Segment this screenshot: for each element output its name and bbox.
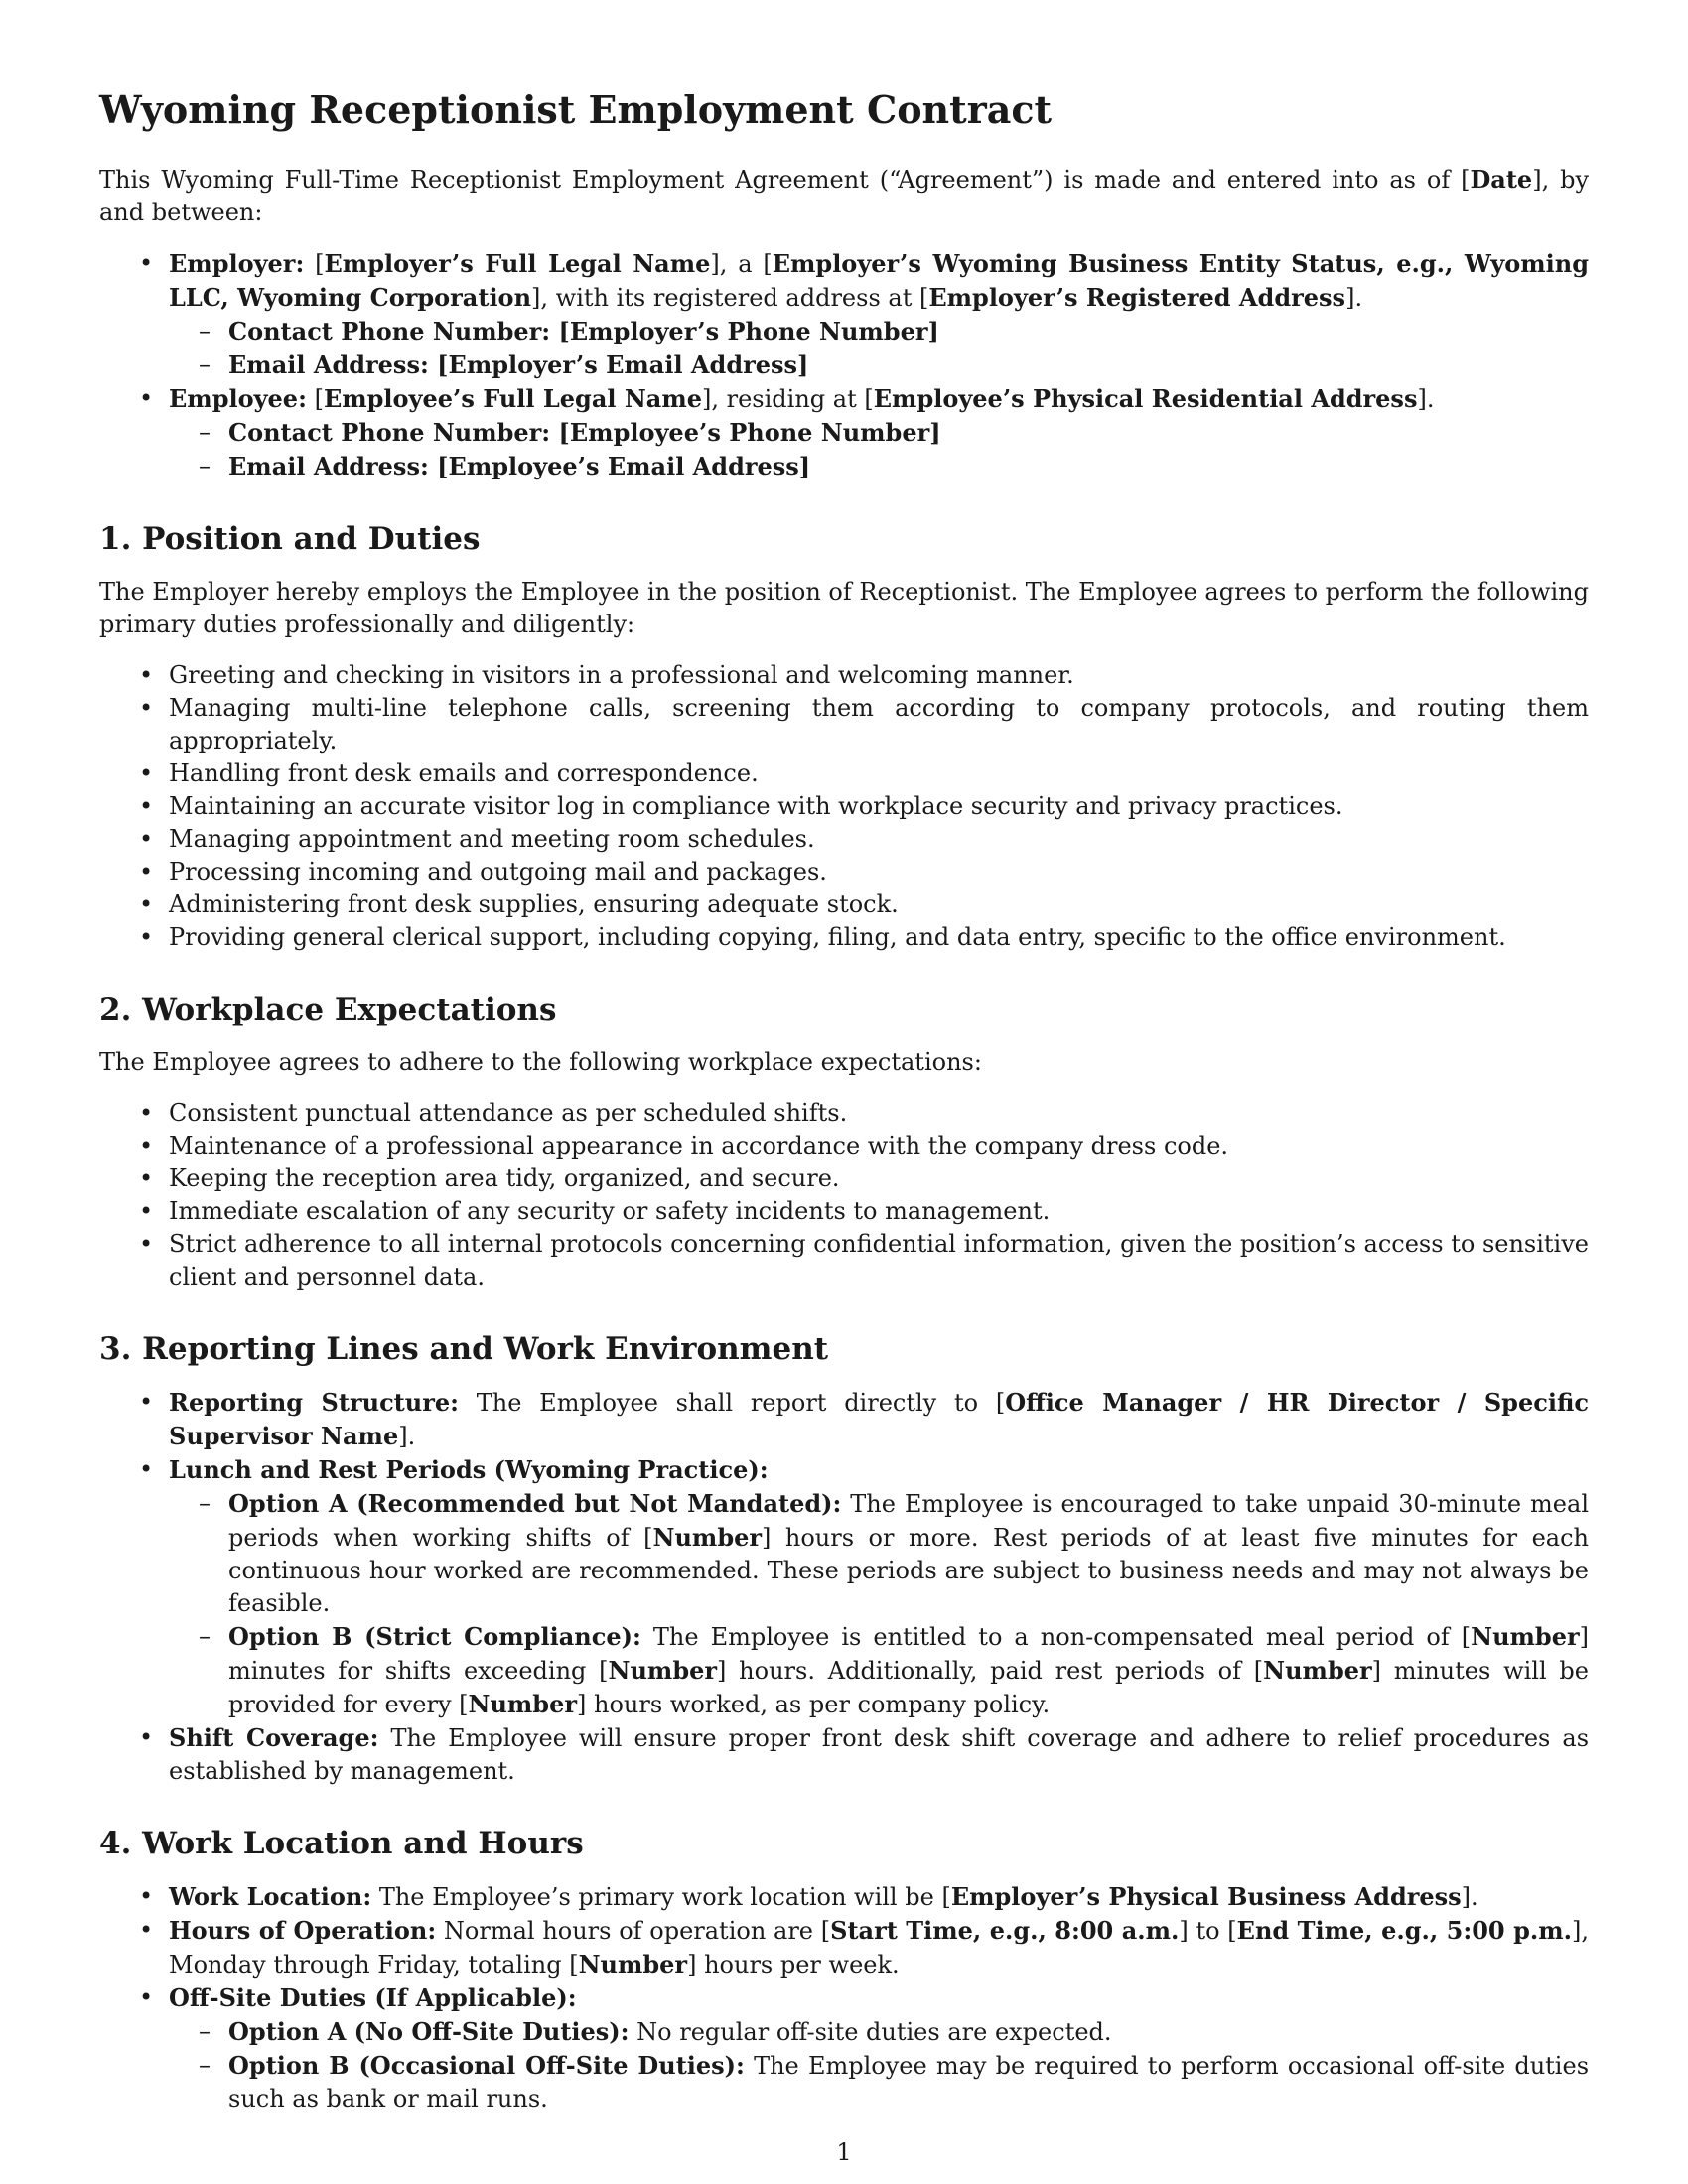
section-1-heading: 1. Position and Duties	[99, 520, 481, 557]
duty-item: • Administering front desk supplies, ensuring adequate stock.	[99, 888, 1589, 921]
business-address-placeholder: Employer’s Physical Business Address	[950, 1882, 1462, 1912]
work-location-item: • Work Location: The Employee’s primary work location will be [Employer’s Physical Business Address].	[99, 1880, 1589, 1914]
employer-entity-placeholder: Employer’s Wyoming Business Entity Status, e.g., Wyoming LLC, Wyoming Corporation	[169, 248, 1589, 312]
reporting-structure-item: • Reporting Structure: The Employee shall report directly to [Office Manager / HR Director / Specific Supervisor Name].	[99, 1386, 1589, 1453]
offsite-duties-item: • Off-Site Duties (If Applicable): – Option A (No Off-Site Duties): No regular off-site duties are expected. – Option B (Occasional Off-Site Duties): The Employee may be required to perform occasional off-site duties such as bank or mail runs.	[99, 1981, 1589, 2116]
section-1-intro: The Employer hereby employs the Employee in the position of Receptionist. The Employee agrees to perform the following primary duties professionally and diligently:	[99, 577, 1589, 638]
supervisor-placeholder: Office Manager / HR Director / Specific Supervisor Name	[169, 1388, 1590, 1451]
location-hours-list	[99, 1880, 1589, 2116]
offsite-option-a: – Option A (No Off-Site Duties): No regular off-site duties are expected.	[169, 2015, 1589, 2049]
section-2-heading: 2. Workplace Expectations	[99, 991, 557, 1027]
duty-item: • Managing appointment and meeting room schedules.	[99, 823, 1589, 856]
date-placeholder: Date	[1470, 164, 1533, 194]
employer-email-item: – Email Address: [Employer’s Email Address]	[169, 348, 1589, 382]
employee-phone-item: – Contact Phone Number: [Employee’s Phone Number]	[169, 416, 1589, 450]
expectation-item: • Consistent punctual attendance as per scheduled shifts.	[99, 1097, 1589, 1130]
lunch-option-b: – Option B (Strict Compliance): The Employee is entitled to a non-compensated meal period of [Number] minutes for shifts exceeding [Number] hours. Additionally, paid rest periods of [Number] minutes will be provided for every [Number] hours worked, as per company policy.	[169, 1620, 1589, 1721]
section-3-heading: 3. Reporting Lines and Work Environment	[99, 1330, 829, 1367]
employee-address-placeholder: Employee’s Physical Residential Address	[873, 383, 1418, 413]
document-title: Wyoming Receptionist Employment Contract	[99, 87, 1053, 132]
expectation-item: • Strict adherence to all internal protocols concerning confidential information, given the position’s access to sensitive client and personnel data.	[99, 1228, 1589, 1294]
hours-item: • Hours of Operation: Normal hours of operation are [Start Time, e.g., 8:00 a.m.] to [End Time, e.g., 5:00 p.m.], Monday through Friday, totaling [Number] hours per week.	[99, 1914, 1589, 1981]
page-number: 1	[836, 2138, 852, 2166]
section-2-intro: The Employee agrees to adhere to the following workplace expectations:	[99, 1047, 982, 1076]
duty-item: • Providing general clerical support, including copying, filing, and data entry, specific to the office environment.	[99, 921, 1589, 954]
section-4-heading: 4. Work Location and Hours	[99, 1826, 584, 1862]
employee-item: • Employee: [Employee’s Full Legal Name], residing at [Employee’s Physical Residential Address]. – Contact Phone Number: [Employee’s Phone Number] – Email Address: [Employee’s Email Address]	[99, 382, 1589, 483]
expectations-list	[99, 1097, 1589, 1294]
expectation-item: • Keeping the reception area tidy, organized, and secure.	[99, 1162, 1589, 1195]
offsite-option-b: – Option B (Occasional Off-Site Duties): The Employee may be required to perform occasional off-site duties such as bank or mail runs.	[169, 2049, 1589, 2116]
employee-contact-list	[169, 416, 1589, 483]
lunch-options-list	[169, 1487, 1589, 1721]
employee-name-placeholder: Employee’s Full Legal Name	[323, 383, 702, 413]
duty-item: • Processing incoming and outgoing mail and packages.	[99, 856, 1589, 888]
duties-list	[99, 659, 1589, 954]
duty-item: • Greeting and checking in visitors in a professional and welcoming manner.	[99, 659, 1589, 692]
expectation-item: • Immediate escalation of any security or safety incidents to management.	[99, 1195, 1589, 1228]
employer-address-placeholder: Employer’s Registered Address	[928, 282, 1346, 312]
duty-item: • Maintaining an accurate visitor log in compliance with workplace security and privacy practices.	[99, 790, 1589, 823]
intro-paragraph: This Wyoming Full-Time Receptionist Employment Agreement (“Agreement”) is made and entered into as of [Date], by and between:	[99, 164, 1589, 226]
shift-coverage-item: • Shift Coverage: The Employee will ensure proper front desk shift coverage and adhere to relief procedures as established by management.	[99, 1721, 1589, 1788]
offsite-options-list	[169, 2015, 1589, 2116]
employer-contact-list	[169, 315, 1589, 382]
duty-item: • Managing multi-line telephone calls, screening them according to company protocols, and routing them appropriately.	[99, 692, 1589, 757]
parties-list	[99, 247, 1589, 483]
duty-item: • Handling front desk emails and correspondence.	[99, 757, 1589, 790]
employer-name-placeholder: Employer’s Full Legal Name	[324, 248, 711, 278]
lunch-option-a: – Option A (Recommended but Not Mandated): The Employee is encouraged to take unpaid 30-minute meal periods when working shifts of [Number] hours or more. Rest periods of at least five minutes for each continuous hour worked are recommended. These periods are subject to business needs and may not always be feasible.	[169, 1487, 1589, 1620]
lunch-rest-item: • Lunch and Rest Periods (Wyoming Practice): – Option A (Recommended but Not Mandated): The Employee is encouraged to take unpaid 30-minute meal periods when working shifts of [Number] hours or more. Rest periods of at least five minutes for each continuous hour worked are recommended. These periods are subject to business needs and may not always be feasible. – Option B (Strict Compliance): The Employee is entitled to a non-compensated meal period of [Number] minutes for shifts exceeding [Number] hours. Additionally, paid rest periods of [Number] minutes will be provided for every [Number] hours worked, as per company policy.	[99, 1453, 1589, 1721]
reporting-list	[99, 1386, 1589, 1788]
employer-item: • Employer: [Employer’s Full Legal Name], a [Employer’s Wyoming Business Entity Status, e.g., Wyoming LLC, Wyoming Corporation], with its registered address at [Employer’s Registered Address]. – Contact Phone Number: [Employer’s Phone Number] – Email Address: [Employer’s Email Address]	[99, 247, 1589, 382]
expectation-item: • Maintenance of a professional appearance in accordance with the company dress code.	[99, 1130, 1589, 1162]
employer-phone-item: – Contact Phone Number: [Employer’s Phone Number]	[169, 315, 1589, 348]
employee-email-item: – Email Address: [Employee’s Email Address]	[169, 450, 1589, 483]
